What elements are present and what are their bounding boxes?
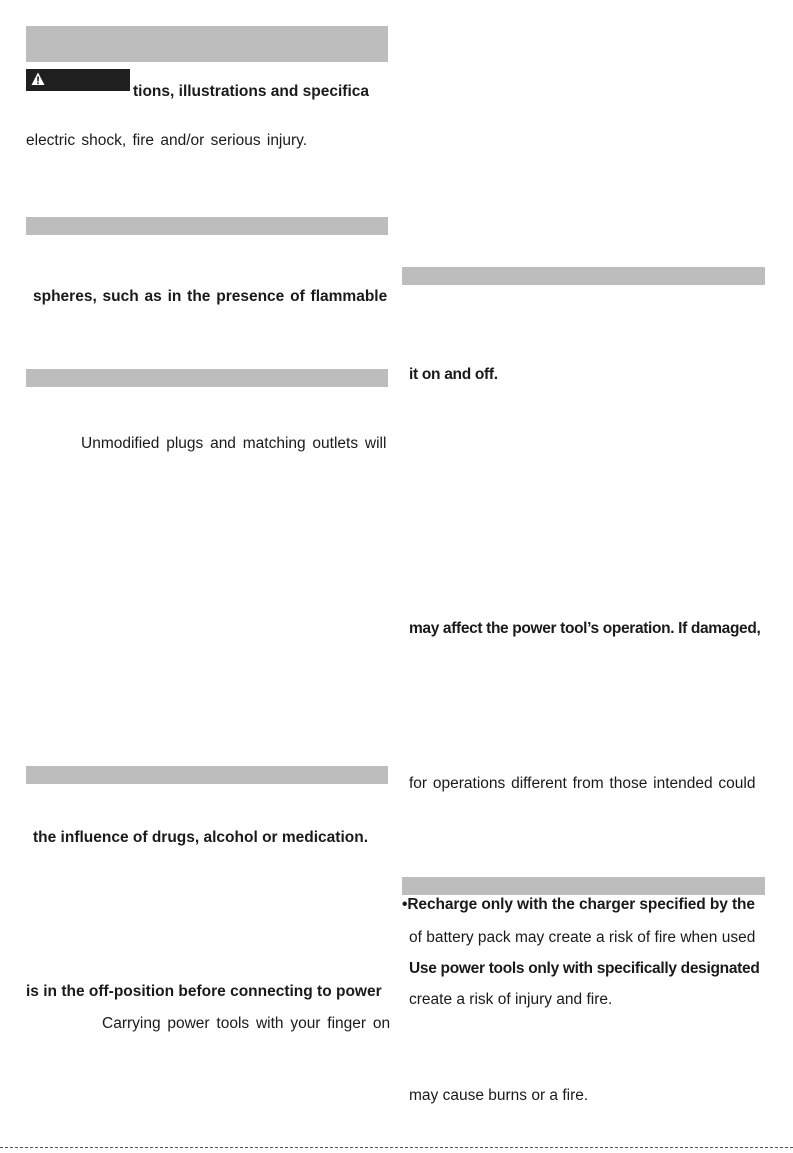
- text-line-burns: may cause burns or a fire.: [409, 1087, 589, 1104]
- warning-text-line: tions, illustrations and specifica: [133, 83, 369, 100]
- text-line-spheres: spheres, such as in the presence of flammable: [33, 288, 388, 305]
- text-line-may-affect: may affect the power tool’s operation. If damaged,: [409, 620, 761, 637]
- text-line-operations: for operations different from those intended could: [409, 775, 756, 792]
- text-line-recharge: •Recharge only with the charger specified by the: [402, 896, 755, 913]
- warning-triangle-icon: [31, 72, 45, 86]
- text-line-influence: the influence of drugs, alcohol or medication.: [33, 829, 369, 846]
- text-line-carrying: Carrying power tools with your finger on: [102, 1015, 391, 1032]
- text-line-battery-pack: of battery pack may create a risk of fire when used: [409, 929, 756, 946]
- text-line-electric-shock: electric shock, fire and/or serious injury.: [26, 132, 308, 149]
- section-header-bar-right-2: [402, 877, 765, 895]
- warning-badge: [26, 69, 130, 91]
- section-header-bar-2: [26, 217, 388, 235]
- text-line-on-off: it on and off.: [409, 366, 498, 383]
- text-line-off-position: is in the off-position before connecting to power: [26, 983, 382, 1000]
- section-header-bar-work-area: [26, 26, 388, 62]
- text-line-create-risk: create a risk of injury and fire.: [409, 991, 613, 1008]
- page-bottom-divider: [0, 1147, 793, 1148]
- section-header-bar-4: [26, 766, 388, 784]
- text-line-use-power-tools: Use power tools only with specifically designated: [409, 960, 760, 977]
- text-line-unmodified: Unmodified plugs and matching outlets will: [81, 435, 387, 452]
- section-header-bar-3: [26, 369, 388, 387]
- section-header-bar-right-1: [402, 267, 765, 285]
